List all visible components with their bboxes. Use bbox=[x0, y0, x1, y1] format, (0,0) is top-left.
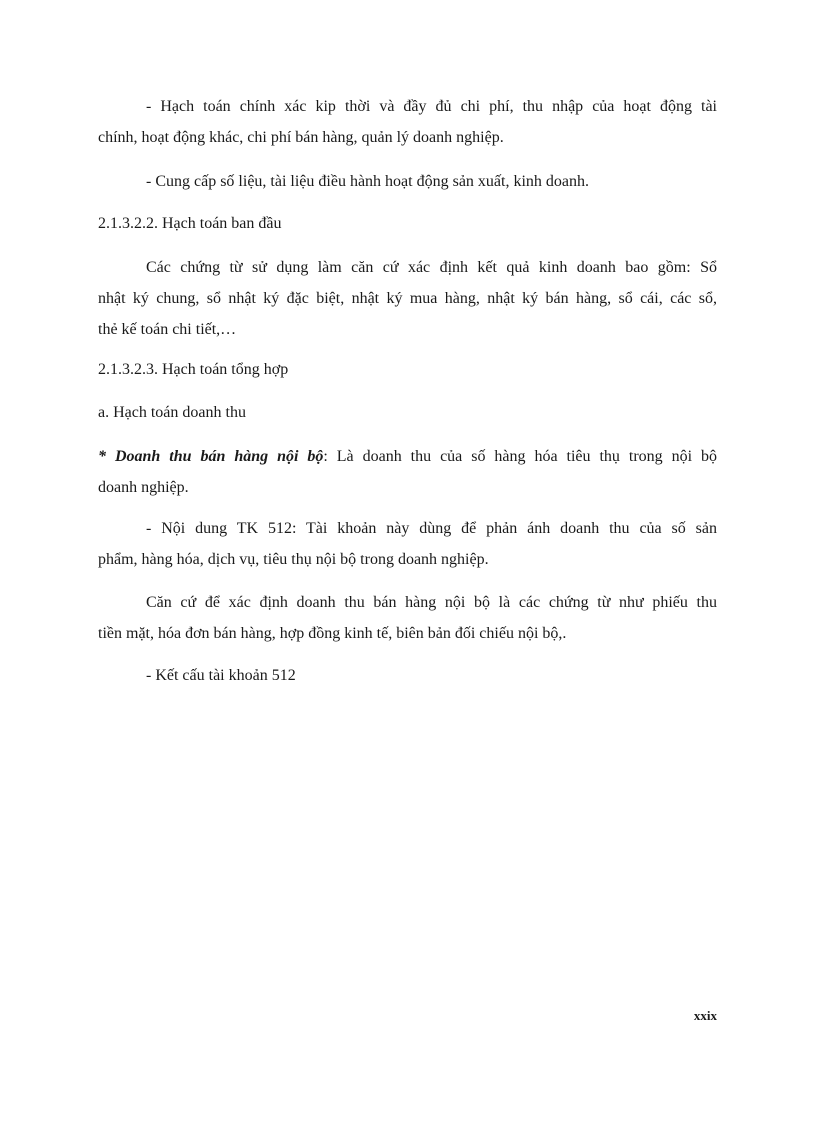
paragraph-line: Căn cứ để xác định doanh thu bán hàng nội bộ là các chứng từ như phiếu thu bbox=[146, 594, 717, 611]
paragraph-line: nhật ký chung, sổ nhật ký đặc biệt, nhật ký mua hàng, nhật ký bán hàng, sổ cái, các sổ, bbox=[98, 290, 717, 307]
paragraph-line: - Nội dung TK 512: Tài khoản này dùng để phản ánh doanh thu của số sản bbox=[146, 520, 717, 537]
paragraph-line: chính, hoạt động khác, chi phí bán hàng, quản lý doanh nghiệp. bbox=[98, 129, 504, 146]
paragraph-line: tiền mặt, hóa đơn bán hàng, hợp đồng kinh tế, biên bản đối chiếu nội bộ,. bbox=[98, 625, 567, 642]
paragraph-line: Các chứng từ sử dụng làm căn cứ xác định kết quả kinh doanh bao gồm: Sổ bbox=[146, 259, 717, 276]
section-heading: 2.1.3.2.2. Hạch toán ban đầu bbox=[98, 215, 282, 232]
section-heading: 2.1.3.2.3. Hạch toán tổng hợp bbox=[98, 361, 289, 378]
paragraph-line: phẩm, hàng hóa, dịch vụ, tiêu thụ nội bộ trong doanh nghiệp. bbox=[98, 551, 489, 568]
paragraph-line: thẻ kế toán chi tiết,… bbox=[98, 321, 237, 338]
paragraph-line: - Hạch toán chính xác kip thời và đầy đủ chi phí, thu nhập của hoạt động tài bbox=[146, 98, 717, 115]
paragraph-line: - Cung cấp số liệu, tài liệu điều hành hoạt động sản xuất, kinh doanh. bbox=[146, 173, 590, 190]
subsection-heading: a. Hạch toán doanh thu bbox=[98, 404, 246, 421]
paragraph-line: - Kết cấu tài khoản 512 bbox=[146, 667, 296, 684]
term-label: * Doanh thu bán hàng nội bộ bbox=[98, 448, 324, 465]
document-page bbox=[98, 0, 717, 1123]
paragraph-line: doanh nghiệp. bbox=[98, 479, 189, 496]
term-definition: : Là doanh thu của số hàng hóa tiêu thụ trong nội bộ bbox=[323, 448, 718, 465]
page-number: xxix bbox=[693, 1008, 717, 1023]
paragraph-line bbox=[98, 447, 717, 467]
